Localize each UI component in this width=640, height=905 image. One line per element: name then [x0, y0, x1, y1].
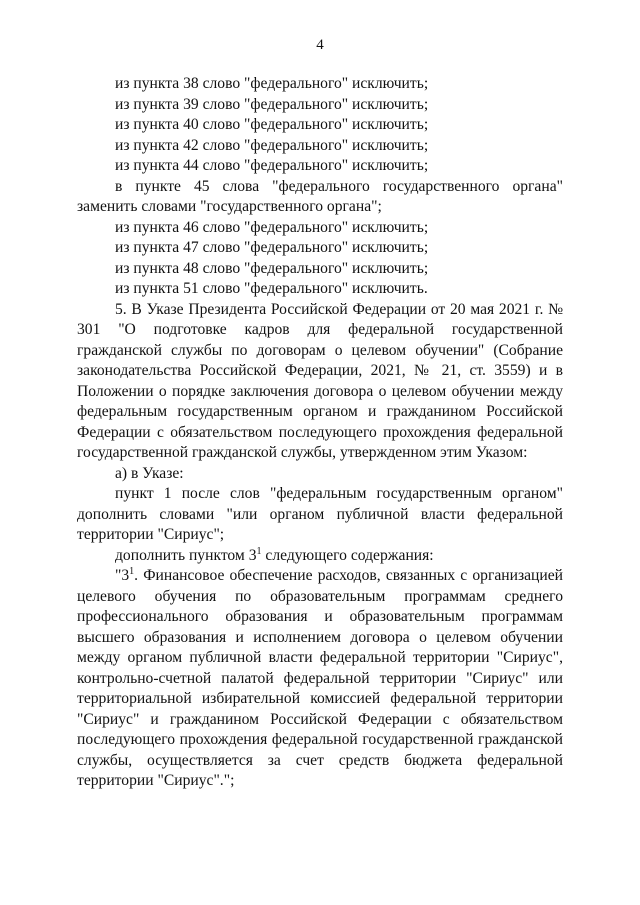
paragraph-item-38: из пункта 38 слово "федерального" исключить;: [115, 75, 429, 92]
paragraph-decree-5: 5. В Указе Президента Российской Федерации от 20 мая 2021 г. № 301 "О подготовке кадров для федеральной государственной гражданской службы по договорам о целевом обучении" (Собрание законодательства Российской Федерации, 2021, № 21, ст. 3559) и в Положении о порядке заключения договора о целевом обучении между федеральным государственным органом и гражданином Российской Федерации с обязательством последующего прохождения федеральной государственной гражданской службы, утвержденном этим Указом:: [77, 300, 563, 461]
point-3-1-text: . Финансовое обеспечение расходов, связанных с организацией целевого обучения по образовательным программам среднего профессионального образования и образовательным программам высшего образования и исполнением договора о целевом обучении между органом публичной власти федеральной территории "Сириус", контрольно-счетной палатой федеральной территории "Сириус" или территориальной избирательной комиссией федеральной территории "Сириус" и гражданином Российской Федерации с обязательством последующего прохождения федеральной государственной гражданской службы, осуществляется за счет средств бюджета федеральной территории "Сириус".";: [77, 567, 563, 789]
paragraph-add-point-3-1: [77, 546, 563, 567]
point-3-1-number: "3: [115, 567, 130, 584]
page-number: 4: [316, 37, 324, 53]
paragraph-item-48: из пункта 48 слово "федерального" исключить;: [115, 259, 429, 277]
paragraph-item-51: из пункта 51 слово "федерального" исключить.: [115, 280, 428, 297]
paragraph-item-46: из пункта 46 слово "федерального" исключить;: [115, 218, 429, 236]
paragraph-add-point-text-before: дополнить пунктом 3: [115, 546, 257, 564]
paragraph-item-42: из пункта 42 слово "федерального" исключить;: [115, 136, 429, 154]
paragraph-point-1-amendment: пункт 1 после слов "федеральным государственным органом" дополнить словами "или органом публичной власти федеральной территории "Сириус";: [77, 485, 563, 543]
paragraph-item-40: из пункта 40 слово "федерального" исключить;: [115, 116, 429, 133]
superscript-index: 1: [256, 545, 262, 557]
paragraph-add-point-text-after: следующего содержания:: [261, 546, 434, 564]
paragraph-item-47: из пункта 47 слово "федерального" исключить;: [115, 239, 429, 256]
paragraph-item-45: в пункте 45 слова "федерального государственного органа" заменить словами "государственного органа";: [77, 177, 563, 215]
superscript-index: 1: [129, 566, 135, 577]
paragraph-item-44: из пункта 44 слово "федерального" исключить;: [115, 157, 429, 174]
document-body: [77, 74, 563, 792]
paragraph-point-3-1-content: [77, 566, 563, 792]
paragraph-item-39: из пункта 39 слово "федерального" исключить;: [115, 95, 429, 113]
paragraph-subitem-a: а) в Указе:: [115, 464, 184, 482]
